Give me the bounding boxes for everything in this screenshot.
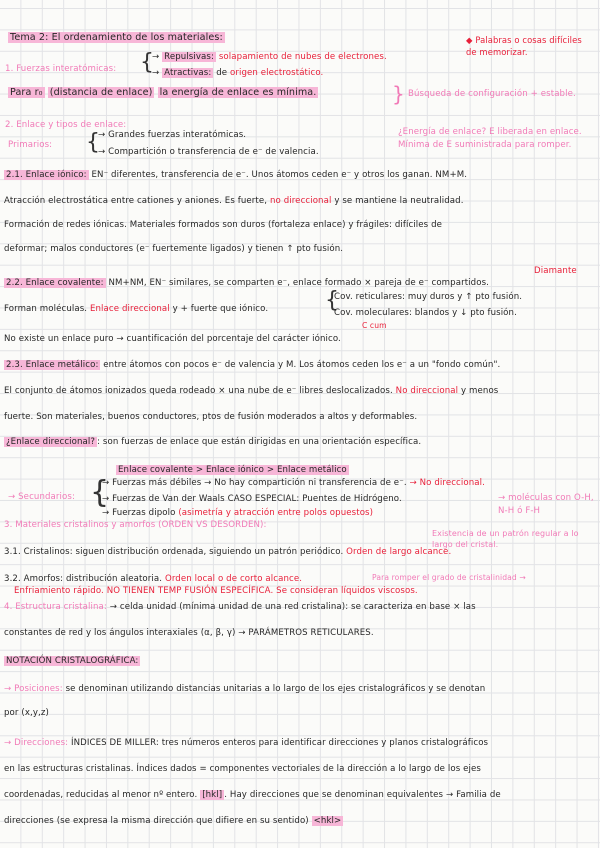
min-energy-line: Para r₀ (distancia de enlace) la energía de enlace es mínima. [10, 87, 317, 98]
section-2-note: ¿Energía de enlace? E liberada en enlace. Mínima de E suministrada para romper. [398, 127, 582, 150]
section-2-label: 2. Enlace y tipos de enlace: [5, 120, 127, 130]
secondary-label: → Secundarios: [8, 492, 75, 502]
amorphous-line-2: Enfriamiento rápido. NO TIENEN TEMP FUSIÓN ESPECÍFICA. Se consideran líquidos viscosos. [14, 586, 418, 596]
section-3-head: 3. Materiales cristalinos y amorfos (ORDEN VS DESORDEN): [4, 520, 267, 530]
covalent-line-3: No existe un enlace puro → cuantificación del porcentaje del carácter iónico. [4, 334, 341, 344]
covalent-molecular: Cov. moleculares: blandos y ↓ pto fusión. [334, 308, 517, 318]
directions-line-2: en las estructuras cristalinas. Índices dados = componentes vectoriales de la dirección a lo largo de los ejes [4, 764, 481, 774]
amorphous-line: 3.2. Amorfos: distribución aleatoria. Orden local o de corto alcance. [4, 574, 303, 584]
positions-line-2: por (x,y,z) [4, 708, 49, 718]
directions-line-4: direcciones (se expresa la misma dirección que difiere en su sentido) <hkl> [4, 816, 342, 826]
primary-item-1: → Grandes fuerzas interatómicas. [98, 130, 247, 140]
section-1-label: 1. Fuerzas interatómicas: [5, 64, 117, 74]
bond-ranking: Enlace covalente > Enlace iónico > Enlace metálico [118, 465, 347, 475]
page-title: Tema 2: El ordenamiento de los materiales: [10, 32, 223, 43]
structure-line-1: 4. Estructura cristalina: → celda unidad (mínima unidad de una red cristalina): se caracteriza en base × las [4, 602, 476, 612]
brace-icon: { [86, 130, 100, 155]
metallic-line-3: fuerte. Son materiales, buenos conductores, ptos de fusión moderados a altos y deformables. [4, 412, 418, 422]
pink-arrow-icon: ◆ [466, 35, 476, 45]
ionic-line-3: Formación de redes iónicas. Materiales formados son duros (fortaleza enlace) y frágiles: difíciles de [4, 220, 443, 230]
covalent-line-2: Forman moléculas. Enlace direccional y + fuerte que iónico. [4, 304, 269, 314]
crystalline-line: 3.1. Cristalinos: siguen distribución ordenada, siguiendo un patrón periódico. Orden de largo alcance. [4, 547, 452, 557]
aside-note-words: ◆ Palabras o cosas difíciles de memorizar. [466, 35, 582, 57]
brace-icon: { [90, 475, 110, 510]
secondary-item-3: → Fuerzas dipolo (asimetría y atracción entre polos opuestos) [102, 508, 374, 518]
metallic-line-1: 2.3. Enlace metálico: entre átomos con pocos e⁻ de valencia y M. Los átomos ceden los e⁻ a un "fondo común". [6, 360, 501, 370]
repulsive-line: → Repulsivas: solapamiento de nubes de electrones. [152, 52, 387, 62]
directional-line: ¿Enlace direccional? : son fuerzas de enlace que están dirigidas en una orientación específica. [6, 437, 422, 447]
ionic-line-2: Atracción electrostática entre cationes y aniones. Es fuerte, no direccional y se mantiene la neutralidad. [4, 196, 464, 206]
covalent-line-1: 2.2. Enlace covalente: NM+NM, EN⁻ similares, se comparten e⁻, enlace formado × pareja de e⁻ compartidos. [6, 278, 489, 288]
positions-line-1: → Posiciones: se denominan utilizando distancias unitarias a lo largo de los ejes cristalográficos y se denotan [4, 684, 486, 694]
ionic-line-1: 2.1. Enlace iónico: EN⁻ diferentes, transferencia de e⁻. Unos átomos ceden e⁻ y otros los ganan. NM+M. [6, 170, 468, 180]
covalent-reticular: Cov. reticulares: muy duros y ↑ pto fusión. [334, 292, 523, 302]
brace-icon: { [325, 288, 339, 313]
primary-item-2: → Compartición o transferencia de e⁻ de valencia. [98, 147, 319, 157]
notation-head: NOTACIÓN CRISTALOGRÁFICA: [6, 656, 139, 666]
section-3-note: Existencia de un patrón regular a lo largo del cristal. [432, 529, 579, 549]
section-1-note: Búsqueda de configuración + estable. [408, 89, 576, 99]
brace-icon: { [140, 50, 154, 75]
directions-line-1: → Direcciones: ÍNDICES DE MILLER: tres números enteros para identificar direcciones y planos cristalográficos [4, 738, 489, 748]
primary-label: Primarios: [8, 140, 53, 150]
directions-line-3: coordenadas, reducidas al menor nº entero. [hkl] . Hay direcciones que se denominan equivalentes → Familia de [4, 790, 501, 800]
pink-brace-icon: } [392, 82, 405, 106]
attractive-line: → Atractivas: de origen electrostático. [152, 68, 324, 78]
structure-line-2: constantes de red y los ángulos interaxiales (α, β, γ) → PARÁMETROS RETICULARES. [4, 628, 374, 638]
secondary-item-2: → Fuerzas de Van der Waals CASO ESPECIAL: Puentes de Hidrógeno. [102, 494, 402, 504]
secondary-note: → moléculas con O-H, N-H ó F-H [498, 493, 594, 516]
diamond-note: Diamante [534, 266, 577, 276]
ccum-note: C cum [362, 321, 387, 330]
ionic-line-4: deformar; malos conductores (e⁻ fuertemente ligados) y tienen ↑ pto fusión. [4, 244, 344, 254]
metallic-line-2: El conjunto de átomos ionizados queda rodeado × una nube de e⁻ libres deslocalizados. No direccional y menos [4, 386, 499, 396]
secondary-item-1: → Fuerzas más débiles → No hay compartición ni transferencia de e⁻. → No direccional. [102, 478, 485, 488]
amorphous-note: Para romper el grado de cristalinidad → [372, 573, 526, 582]
